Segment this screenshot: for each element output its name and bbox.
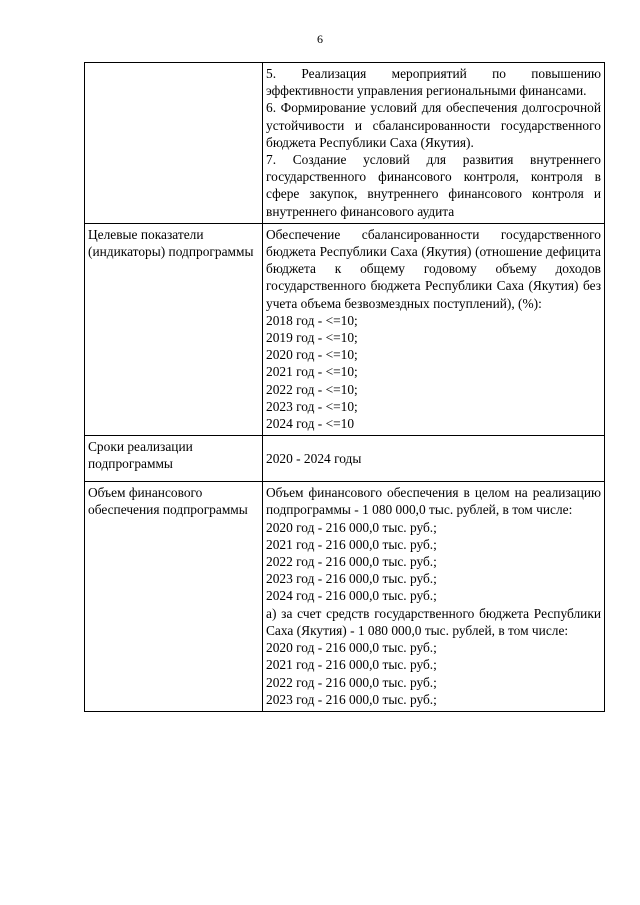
row-label — [85, 63, 263, 224]
page-number: 6 — [317, 32, 323, 46]
financing-source: а) за счет средств государственного бюджета Республики Саха (Якутия) - 1 080 000,0 тыс. рублей, в том числе: — [266, 605, 601, 638]
indicator-description: Обеспечение сбалансированности государственного бюджета Республики Саха (Якутия) (отношение дефицита бюджета к общему годовому объему доходов государственного бюджета Республики Саха (Якутия) без учета объема безвозмездных поступлений), (%): — [266, 226, 601, 311]
indicator-year-value: 2022 год - <=10; — [266, 381, 358, 397]
financing-year-amount: 2020 год - 216 000,0 тыс. руб.; — [266, 640, 437, 656]
financing-total: Объем финансового обеспечения в целом на реализацию подпрограммы - 1 080 000,0 тыс. рублей, в том числе: — [266, 485, 601, 518]
row-label: Объем финансового обеспечения подпрограммы — [85, 482, 263, 712]
indicator-year-value: 2018 год - <=10; — [266, 312, 358, 328]
financing-year-amount: 2022 год - 216 000,0 тыс. руб.; — [266, 554, 437, 570]
task-item: 7. Создание условий для развития внутреннего государственного финансового контроля, контроля в сфере закупок, внутреннего финансового контроля и внутреннего финансового аудита — [266, 152, 601, 219]
indicator-year-value: 2019 год - <=10; — [266, 330, 358, 346]
row-label: Целевые показатели (индикаторы) подпрограммы — [85, 223, 263, 435]
indicator-year-value: 2021 год - <=10; — [266, 364, 358, 380]
table-row-deadline — [85, 436, 605, 482]
task-item: 5. Реализация мероприятий по повышению эффективности управления региональными финансами. — [266, 66, 601, 99]
financing-year-amount: 2023 год - 216 000,0 тыс. руб.; — [266, 571, 437, 587]
financing-year-amount: 2024 год - 216 000,0 тыс. руб.; — [266, 588, 437, 604]
task-item: 6. Формирование условий для обеспечения долгосрочной устойчивости и сбалансированности государственного бюджета Республики Саха (Якутия). — [266, 100, 601, 150]
table-row-indicators — [85, 223, 605, 435]
financing-year-amount: 2021 год - 216 000,0 тыс. руб.; — [266, 657, 437, 673]
table-row-tasks — [85, 63, 605, 224]
row-value — [263, 63, 605, 224]
row-label: Сроки реализации подпрограммы — [85, 436, 263, 482]
indicator-year-value: 2020 год - <=10; — [266, 347, 358, 363]
row-value — [263, 436, 605, 482]
indicator-year-value: 2023 год - <=10; — [266, 398, 358, 414]
financing-year-amount: 2021 год - 216 000,0 тыс. руб.; — [266, 536, 437, 552]
indicator-year-value: 2024 год - <=10 — [266, 416, 355, 432]
deadline-value: 2020 - 2024 годы — [266, 450, 362, 466]
financing-year-amount: 2022 год - 216 000,0 тыс. руб.; — [266, 674, 437, 690]
table-row-financing — [85, 482, 605, 712]
subprogram-passport-table — [84, 62, 605, 712]
financing-year-amount: 2023 год - 216 000,0 тыс. руб.; — [266, 691, 437, 707]
row-value — [263, 482, 605, 712]
financing-year-amount: 2020 год - 216 000,0 тыс. руб.; — [266, 519, 437, 535]
row-value — [263, 223, 605, 435]
